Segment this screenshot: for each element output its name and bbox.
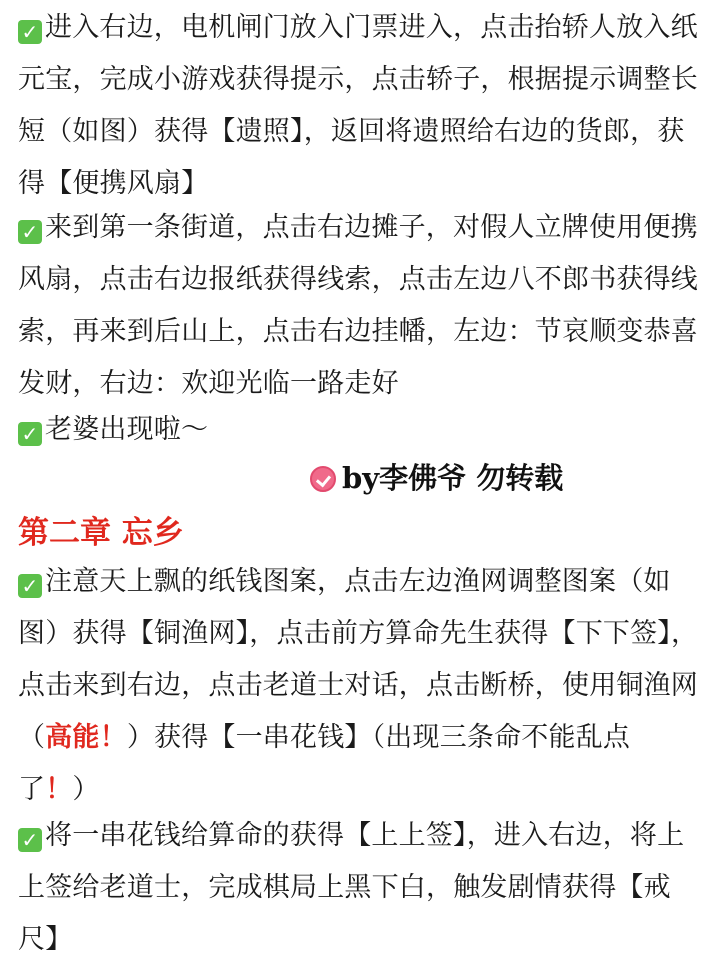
exclamation-mark: ！ (45, 774, 73, 805)
highlight-text: 高能！ (45, 722, 127, 753)
check-mark-icon: ✓ (18, 220, 42, 244)
step-paragraph-2 (18, 202, 708, 410)
step-paragraph-3 (18, 404, 708, 456)
check-mark-icon: ✓ (18, 20, 42, 44)
step-text: 老婆出现啦～ (45, 414, 209, 445)
step-text: 将一串花钱给算命的获得【上上签】，进入右边，将上上签给老道士，完成棋局上黑下白，触发剧情获得【戒尺】 (18, 820, 685, 955)
author-watermark (310, 458, 563, 498)
chapter-title: 第二章 忘乡 (18, 515, 184, 551)
check-mark-icon: ✓ (18, 828, 42, 852)
step-text: ）获得【一串花钱】（出现三条命不能乱点了 (18, 722, 631, 805)
step-text: ） (72, 774, 100, 805)
check-mark-icon: ✓ (18, 422, 42, 446)
step-paragraph-5 (18, 810, 708, 966)
step-paragraph-4 (18, 556, 708, 816)
watermark-text: by李佛爷 勿转载 (342, 461, 564, 495)
step-text: 进入右边，电机闸门放入门票进入，点击抬轿人放入纸元宝，完成小游戏获得提示，点击轿子，根据提示调整长短（如图）获得【遗照】，返回将遗照给右边的货郎，获得【便携风扇】 (18, 12, 698, 199)
heart-check-icon (310, 466, 336, 492)
step-text: 来到第一条街道，点击右边摊子，对假人立牌使用便携风扇，点击右边报纸获得线索，点击左边八不郎书获得线索，再来到后山上，点击右边挂幡，左边：节哀顺变恭喜发财，右边：欢迎光临一路走好 (18, 212, 698, 399)
check-mark-icon: ✓ (18, 574, 42, 598)
step-text: 注意天上飘的纸钱图案，点击左边渔网调整图案（如图）获得【铜渔网】，点击前方算命先生获得【下下签】，点击来到右边，点击老道士对话，点击断桥，使用铜渔网（ (18, 566, 699, 753)
step-paragraph-1 (18, 2, 708, 210)
